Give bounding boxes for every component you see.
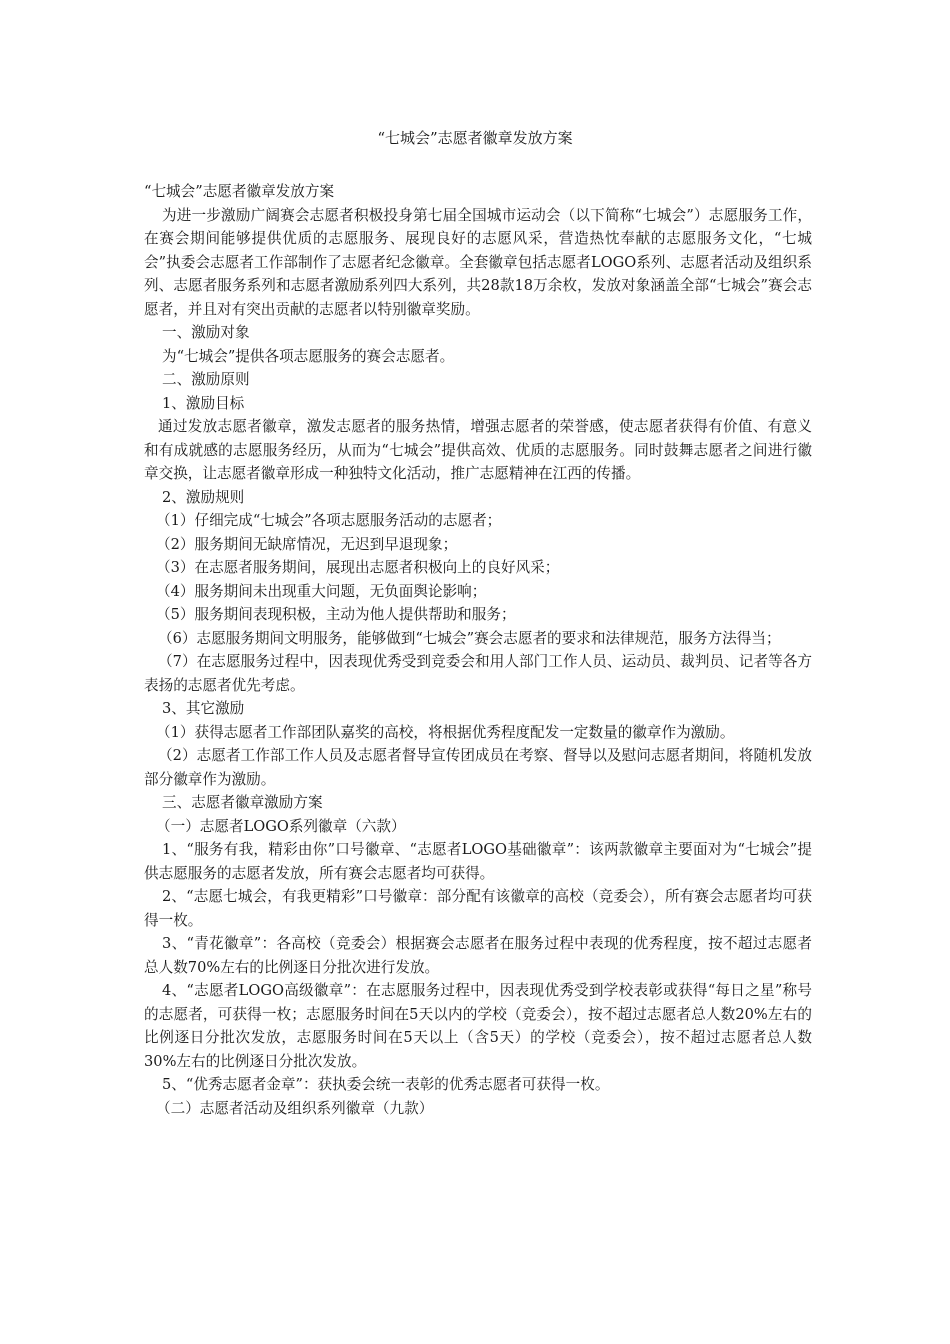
rule-item: （5）服务期间表现积极，主动为他人提供帮助和服务； bbox=[156, 606, 516, 623]
document-body bbox=[144, 180, 812, 1120]
badge-item: 1、“服务有我，精彩由你”口号徽章、“志愿者LOGO基础徽章”：该两款徽章主要面对为“七城会”提供志愿服务的志愿者发放，所有赛会志愿者均可获得。 bbox=[144, 841, 812, 882]
section-heading-1: 一、激励对象 bbox=[162, 324, 250, 341]
section-heading-2: 二、激励原则 bbox=[162, 371, 250, 388]
rule-item: （3）在志愿者服务期间，展现出志愿者积极向上的良好风采； bbox=[156, 559, 560, 576]
other-item: （2）志愿者工作部工作人员及志愿者督导宣传团成员在考察、督导以及慰问志愿者期间，将随机发放部分徽章作为激励。 bbox=[144, 747, 812, 788]
series-heading: （一）志愿者LOGO系列徽章（六款） bbox=[156, 817, 406, 835]
paragraph-targets: 为“七城会”提供各项志愿服务的赛会志愿者。 bbox=[162, 347, 455, 365]
other-item: （1）获得志愿者工作部团队嘉奖的高校，将根据优秀程度配发一定数量的徽章作为激励。 bbox=[156, 723, 735, 741]
rule-item: （7）在志愿服务过程中，因表现优秀受到竞委会和用人部门工作人员、运动员、裁判员、记者等各方表扬的志愿者优先考虑。 bbox=[144, 653, 812, 694]
section-heading-3: 三、志愿者徽章激励方案 bbox=[162, 794, 323, 811]
intro-paragraph: 为进一步激励广阔赛会志愿者积极投身第七届全国城市运动会（以下简称“七城会”）志愿服务工作，在赛会期间能够提供优质的志愿服务、展现良好的志愿风采，营造热忱奉献的志愿服务文化，“七城会”执委会志愿者工作部制作了志愿者纪念徽章。全套徽章包括志愿者LOGO系列、志愿者活动及组织系列、志愿者服务系列和志愿者激励系列四大系列，共28款18万余枚，发放对象涵盖全部“七城会”赛会志愿者，并且对有突出贡献的志愿者以特别徽章奖励。 bbox=[144, 206, 812, 318]
body-heading: “七城会”志愿者徽章发放方案 bbox=[144, 183, 335, 200]
subheading-rules: 2、激励规则 bbox=[162, 488, 245, 506]
subheading-other: 3、其它激励 bbox=[162, 700, 245, 717]
subheading-goal: 1、激励目标 bbox=[162, 394, 245, 412]
rule-item: （4）服务期间未出现重大问题，无负面舆论影响； bbox=[156, 582, 487, 600]
rule-item: （1）仔细完成“七城会”各项志愿服务活动的志愿者； bbox=[156, 512, 502, 529]
series-heading: （二）志愿者活动及组织系列徽章（九款） bbox=[156, 1099, 434, 1117]
badge-item: 2、“志愿七城会，有我更精彩”口号徽章：部分配有该徽章的高校（竞委会），所有赛会志愿者均可获得一枚。 bbox=[144, 888, 812, 929]
document-title: “七城会”志愿者徽章发放方案 bbox=[377, 129, 573, 147]
badge-item: 3、“青花徽章”：各高校（竞委会）根据赛会志愿者在服务过程中表现的优秀程度，按不超过志愿者总人数70%左右的比例逐日分批次进行发放。 bbox=[144, 935, 812, 976]
rule-item: （6）志愿服务期间文明服务，能够做到“七城会”赛会志愿者的要求和法律规范，服务方法得当； bbox=[158, 629, 781, 647]
rule-item: （2）服务期间无缺席情况，无迟到早退现象； bbox=[156, 535, 458, 553]
badge-item: 5、“优秀志愿者金章”：获执委会统一表彰的优秀志愿者可获得一枚。 bbox=[162, 1076, 610, 1093]
badge-item: 4、“志愿者LOGO高级徽章”：在志愿服务过程中，因表现优秀受到学校表彰或获得“每日之星”称号的志愿者，可获得一枚；志愿服务时间在5天以内的学校（竞委会），按不超过志愿者总人数20%左右的比例逐日分批次发放，志愿服务时间在5天以上（含5天）的学校（竞委会），按不超过志愿者总人数30%左右的比例逐日分批次发放。 bbox=[144, 982, 812, 1070]
paragraph-goal: 通过发放志愿者徽章，激发志愿者的服务热情，增强志愿者的荣誉感，使志愿者获得有价值、有意义和有成就感的志愿服务经历，从而为“七城会”提供高效、优质的志愿服务。同时鼓舞志愿者之间进行徽章交换，让志愿者徽章形成一种独特文化活动，推广志愿精神在江西的传播。 bbox=[144, 418, 812, 482]
